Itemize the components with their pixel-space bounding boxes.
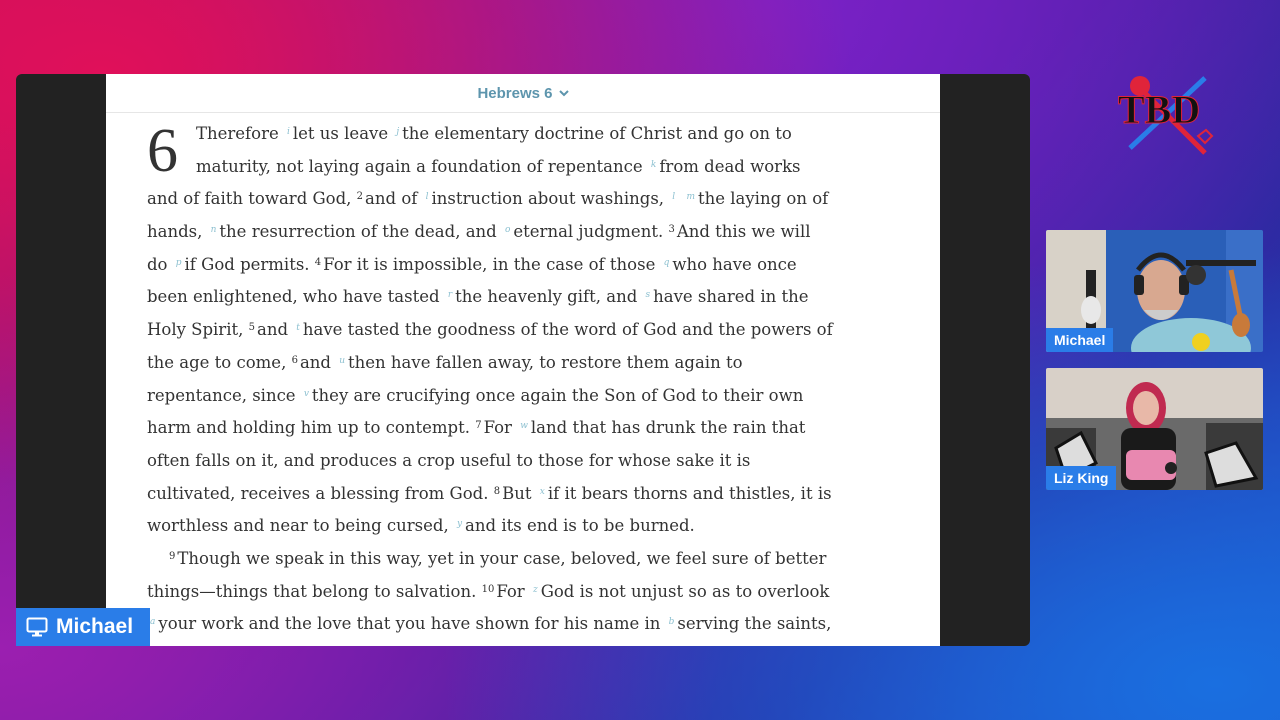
footnote-marker[interactable]: s — [645, 290, 651, 301]
footnote-marker[interactable]: a — [150, 617, 156, 628]
scripture-line: harm and holding him up to contempt. $^7$ For $^w$ land that has drunk the rain that — [147, 418, 806, 438]
reader-header — [106, 74, 940, 113]
scripture-line: maturity, not laying again a foundation of repentance $^k$ from dead works — [196, 156, 801, 176]
chevron-down-icon — [559, 88, 569, 98]
footnote-marker[interactable]: z — [532, 584, 538, 595]
footnote-marker[interactable]: v — [303, 388, 309, 399]
footnote-marker[interactable]: m — [686, 192, 695, 203]
scripture-line: $^9$ Though we speak in this way, yet in your case, beloved, we feel sure of better — [169, 548, 827, 568]
verse-number: 7 — [475, 420, 482, 432]
footnote-marker[interactable]: r — [447, 290, 453, 301]
logo-text: TBD — [1118, 87, 1201, 132]
scripture-line: repentance, since $^v$ they are crucifying once again the Son of God to their own — [147, 385, 804, 405]
chapter-selector[interactable] — [477, 85, 568, 102]
footnote-marker[interactable]: l — [425, 192, 429, 203]
verse-number: 2 — [356, 191, 364, 203]
verse-number: 4 — [314, 256, 322, 268]
footnote-marker[interactable]: x — [539, 486, 545, 497]
verse-number: 5 — [248, 322, 255, 334]
participant-video-michael[interactable] — [1046, 230, 1263, 352]
scripture-line: often falls on it, and produces a crop useful to those for whose sake it is — [147, 450, 751, 470]
scripture-line: cultivated, receives a blessing from God. $^8$ But $^x$ if it bears thorns and thistles, it is — [147, 483, 832, 503]
footnote-marker[interactable]: b — [668, 617, 675, 628]
scripture-line: been enlightened, who have tasted $^r$ the heavenly gift, and $^s$ have shared in the — [147, 287, 809, 307]
verse-number: 3 — [668, 224, 675, 236]
verse-number: 6 — [291, 354, 298, 366]
scripture-line: Therefore $^i$ let us leave $^j$ the elementary doctrine of Christ and go on to — [196, 124, 792, 143]
footnote-marker[interactable]: i — [287, 127, 290, 137]
footnote-marker[interactable]: y — [456, 519, 463, 530]
footnote-marker[interactable]: t — [296, 323, 300, 334]
chapter-drop-cap: 6 — [147, 117, 178, 185]
footnote-marker[interactable]: o — [504, 225, 511, 236]
footnote-marker[interactable]: j — [396, 127, 400, 137]
verse-number: 10 — [481, 583, 495, 595]
footnote-marker[interactable]: k — [650, 159, 657, 170]
verse-number: 9 — [169, 550, 176, 562]
footnote-marker[interactable]: p — [175, 257, 182, 268]
scripture-line: things—things that belong to salvation. $^{10}$ For $^z$ God is not unjust so as to overlook — [147, 581, 830, 601]
footnote-marker[interactable]: u — [339, 355, 346, 366]
scripture-line: Holy Spirit, $^5$ and $^t$ have tasted the goodness of the word of God and the powers of — [147, 320, 833, 340]
screen-share — [16, 74, 1030, 646]
scripture-line: the age to come, $^6$ and $^u$ then have fallen away, to restore them again to — [147, 352, 743, 372]
monitor-icon — [26, 617, 48, 637]
screen-share-name: Michael — [56, 615, 134, 638]
scripture-line: hands, $^n$ the resurrection of the dead, and $^o$ eternal judgment. $^3$ And this we will — [147, 222, 811, 242]
scripture-line: and of faith toward God, $^2$ and of $^l$ instruction about washings, $^l$ $^m$ the laying on of — [147, 189, 829, 209]
participant-name: Michael — [1046, 328, 1113, 352]
footnote-marker[interactable]: n — [210, 225, 217, 236]
footnote-marker[interactable]: l — [672, 192, 676, 203]
bible-reader — [106, 74, 940, 646]
footnote-marker[interactable]: w — [520, 421, 528, 432]
screen-share-label — [16, 608, 150, 646]
participant-name: Liz King — [1046, 466, 1116, 490]
footnote-marker[interactable]: q — [663, 257, 670, 268]
verse-number: 8 — [493, 485, 501, 497]
scripture-line: do $^p$ if God permits. $^4$ For it is impossible, in the case of those $^q$ who have once — [147, 254, 797, 274]
tbd-logo — [1110, 68, 1225, 158]
scripture-line: $^a$ your work and the love that you have shown for his name in $^b$ serving the saints, — [150, 614, 832, 634]
scripture-line: worthless and near to being cursed, $^y$ and its end is to be burned. — [147, 516, 695, 536]
participant-video-liz-king[interactable] — [1046, 368, 1263, 490]
chapter-label: Hebrews 6 — [477, 84, 553, 102]
scripture-text — [147, 118, 887, 641]
